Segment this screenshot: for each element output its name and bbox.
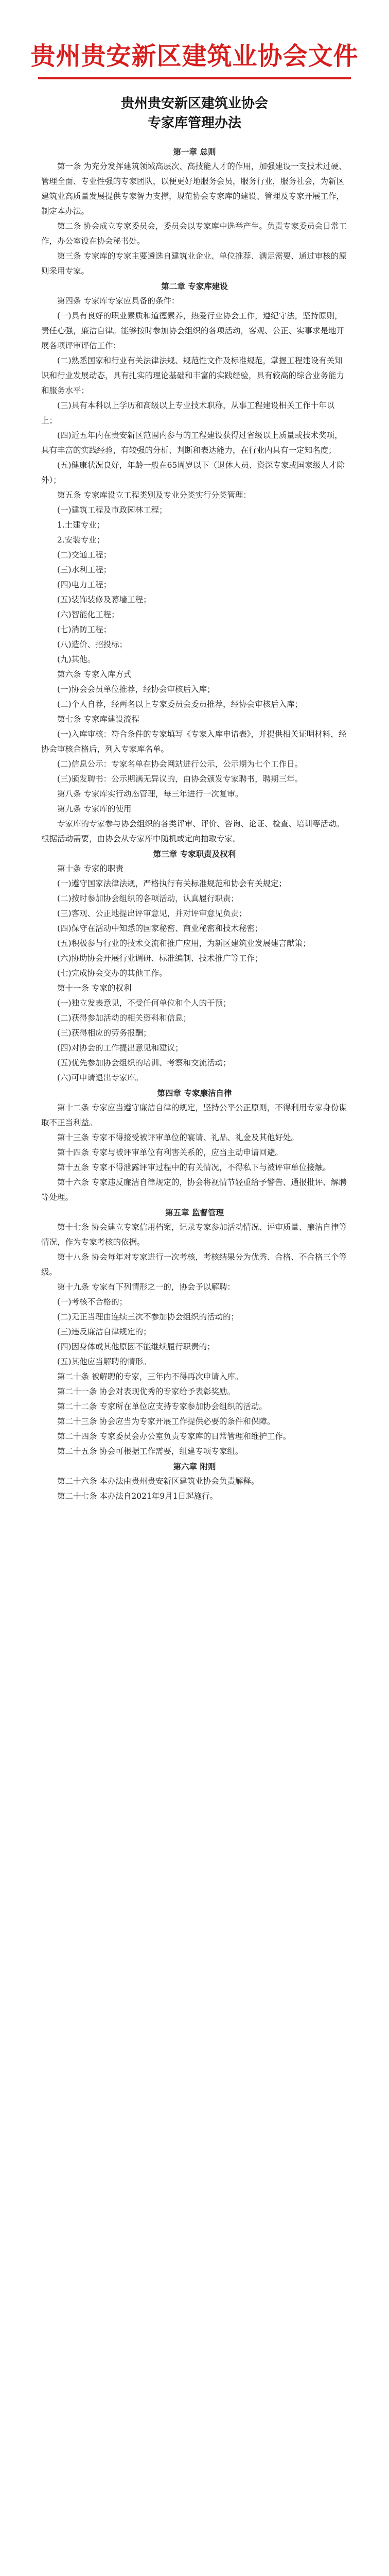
body-paragraph: 第五条 专家库设立工程类别及专业分类实行分类管理： <box>57 490 251 500</box>
body-paragraph: 第六条 专家入库方式 <box>57 670 132 679</box>
body-paragraph: (二)交通工程； <box>57 550 112 560</box>
body-paragraph: (五)其他应当解聘的情形。 <box>57 1357 151 1366</box>
body-paragraph: 第十一条 专家的权利 <box>57 984 132 993</box>
body-paragraph: 第二十一条 协会对表现优秀的专家给予表彰奖励。 <box>57 1387 235 1396</box>
body-paragraph: 第十二条 专家应当遵守廉洁自律的规定，坚持公平公正原则，不得利用专家身份谋取不正当利益。 <box>41 1103 347 1127</box>
body-paragraph: (三)颁发聘书：公示期满无异议的，由协会颁发专家聘书，聘期三年。 <box>57 774 303 784</box>
body-paragraph: (一)入库审核：符合条件的专家填写《专家入库申请表》，并提供相关证明材料，经协会审核合格后，列入专家库名单。 <box>41 730 347 754</box>
body-paragraph: 第二十三条 协会应当为专家开展工作提供必要的条件和保障。 <box>57 1417 275 1426</box>
body-paragraph: (四)因身体或其他原因不能继续履行职责的； <box>57 1342 215 1351</box>
body-paragraph: 第七条 专家库建设流程 <box>57 715 139 724</box>
body-paragraph: (二)个人自荐，经两名以上专家委员会委员推荐，经协会审核后入库； <box>57 700 303 709</box>
body-paragraph: (一)遵守国家法律法规，严格执行有关标准规范和协会有关规定； <box>57 879 287 888</box>
body-paragraph: (二)信息公示：专家名单在协会网站进行公示，公示期为七个工作日。 <box>57 759 303 769</box>
body-paragraph: (四)保守在活动中知悉的国家秘密、商业秘密和技术秘密； <box>57 924 263 933</box>
body-paragraph: 第十四条 专家与被评审单位有利害关系的，应当主动申请回避。 <box>57 1148 283 1157</box>
body-paragraph: 2.安装专业； <box>57 535 105 545</box>
body-paragraph: (一)协会会员单位推荐，经协会审核后入库； <box>57 685 215 694</box>
body-paragraph: (一)具有良好的职业素质和道德素养，热爱行业协会工作，遵纪守法，坚持原则，责任心强，廉洁自律。能够按时参加协会组织的各项活动，客观、公正、实事求是地开展各项评审评估工作； <box>41 311 345 350</box>
body-paragraph: 第二十四条 专家委员会办公室负责专家库的日常管理和维护工作。 <box>57 1432 291 1441</box>
body-paragraph: 第十六条 专家违反廉洁自律规定的，协会将视情节轻重给予警告、通报批评、解聘等处理。 <box>41 1178 347 1202</box>
body-paragraph: 第二十五条 协会可根据工作需要，组建专项专家组。 <box>57 1447 243 1456</box>
body-paragraph: 第二十七条 本办法自2021年9月1日起施行。 <box>57 1492 218 1501</box>
body-paragraph: (四)近五年内在贵安新区范围内参与的工程建设获得过省级以上质量或技术奖项，具有丰富的实践经验，有较强的分析、判断和表达能力，在行业内具有一定知名度； <box>41 431 343 455</box>
body-paragraph: 第十八条 协会每年对专家进行一次考核，考核结果分为优秀、合格、不合格三个等级。 <box>41 1252 347 1277</box>
body-paragraph: 第二十条 被解聘的专家，三年内不得再次申请入库。 <box>57 1372 243 1381</box>
body-paragraph: (六)协助协会开展行业调研、标准编制、技术推广等工作； <box>57 954 263 963</box>
body-paragraph: 第十条 专家的职责 <box>57 864 123 873</box>
body-paragraph: (二)获得参加活动的相关资料和信息； <box>57 1013 191 1023</box>
body-paragraph: (一)建筑工程及市政园林工程； <box>57 505 167 515</box>
chapter-heading: 第四章 专家廉洁自律 <box>157 1088 232 1098</box>
body-paragraph: (六)可申请退出专家库。 <box>57 1073 144 1082</box>
body-paragraph: (三)获得相应的劳务报酬； <box>57 1028 151 1038</box>
document-title-line-1: 贵州贵安新区建筑业协会 <box>120 96 268 111</box>
body-paragraph: (三)水利工程； <box>57 565 112 574</box>
body-paragraph: (五)健康状况良好，年龄一般在65周岁以下（退休人员、资深专家或国家级人才除外）； <box>41 461 345 485</box>
body-paragraph: (八)造价、招投标； <box>57 640 128 649</box>
body-paragraph: (二)按时参加协会组织的各项活动，认真履行职责； <box>57 894 239 903</box>
body-paragraph: (四)对协会的工作提出意见和建议； <box>57 1043 183 1053</box>
body-paragraph: (二)熟悉国家和行业有关法律法规、规范性文件及标准规范，掌握工程建设有关知识和行业发展动态，具有扎实的理论基础和丰富的实践经验，具有较高的综合业务能力和服务水平； <box>41 356 345 395</box>
body-paragraph: (五)优先参加协会组织的培训、考察和交流活动； <box>57 1058 231 1067</box>
body-paragraph: 第二条 协会成立专家委员会，委员会以专家库中选举产生。负责专家委员会日常工作，办公室设在协会秘书处。 <box>41 222 347 246</box>
body-paragraph: (三)违反廉洁自律规定的； <box>57 1327 151 1336</box>
body-paragraph: (一)考核不合格的； <box>57 1297 128 1307</box>
body-paragraph: 1.土建专业； <box>57 520 105 530</box>
body-paragraph: 第二十六条 本办法由贵州贵安新区建筑业协会负责解释。 <box>57 1477 259 1486</box>
body-paragraph: (三)具有本科以上学历和高级以上专业技术职称，从事工程建设相关工作十年以上； <box>41 401 335 425</box>
body-paragraph: (五)装饰装修及幕墙工程； <box>57 595 151 604</box>
body-paragraph: 第四条 专家库专家应具备的条件： <box>57 296 180 306</box>
body-paragraph: 第八条 专家库实行动态管理，每三年进行一次复审。 <box>57 789 243 799</box>
chapter-heading: 第三章 专家职责及权利 <box>153 849 236 859</box>
document-header: 贵州贵安新区建筑业协会文件 <box>30 42 359 71</box>
body-paragraph: 第十三条 专家不得接受被评审单位的宴请、礼品、礼金及其他好处。 <box>57 1133 299 1142</box>
document-body <box>41 144 348 1504</box>
body-paragraph: (三)客观、公正地提出评审意见，并对评审意见负责； <box>57 909 247 918</box>
chapter-heading: 第六章 附则 <box>173 1462 216 1471</box>
document-title-line-2: 专家库管理办法 <box>147 115 241 131</box>
body-paragraph: (六)智能化工程； <box>57 610 119 619</box>
chapter-heading: 第二章 专家库建设 <box>161 281 228 291</box>
body-paragraph: (一)独立发表意见，不受任何单位和个人的干预； <box>57 998 231 1008</box>
body-paragraph: 第十九条 专家有下列情形之一的，协会予以解聘： <box>57 1282 235 1292</box>
chapter-heading: 第五章 监督管理 <box>165 1208 224 1217</box>
body-paragraph: 第九条 专家库的使用 <box>57 804 132 814</box>
chapter-heading: 第一章 总则 <box>173 147 216 157</box>
body-paragraph: 第三条 专家库的专家主要遴选自建筑业企业、单位推荐、满足需要、通过审核的原则采用专家。 <box>41 251 347 276</box>
header-divider <box>38 77 351 79</box>
body-paragraph: 第十五条 专家不得泄露评审过程中的有关情况，不得私下与被评审单位接触。 <box>57 1163 331 1172</box>
body-paragraph: (四)电力工程； <box>57 580 112 589</box>
body-paragraph: (二)无正当理由连续三次不参加协会组织的活动的； <box>57 1312 239 1321</box>
body-paragraph: 第十七条 协会建立专家信用档案，记录专家参加活动情况、评审质量、廉洁自律等情况，作为专家考核的依据。 <box>41 1223 347 1247</box>
body-paragraph: (九)其他。 <box>57 655 96 664</box>
body-paragraph: (七)完成协会交办的其他工作。 <box>57 969 167 978</box>
body-paragraph: (五)积极参与行业的技术交流和推广应用，为新区建筑业发展建言献策； <box>57 939 311 948</box>
body-paragraph: (七)消防工程； <box>57 625 112 634</box>
body-paragraph: 专家库的专家参与协会组织的各类评审、评价、咨询、论证、检查、培训等活动。根据活动需要，由协会从专家库中随机或定向抽取专家。 <box>41 819 345 843</box>
body-paragraph: 第一条 为充分发挥建筑领域高层次、高技能人才的作用，加强建设一支技术过硬、管理全面、专业性强的专家团队，以便更好地服务会员，服务行业，服务社会，为新区建筑业高质量发展提供专家智力支撑，规范协会专家库的建设、管理及专家开展工作，制定本办法。 <box>41 162 347 216</box>
body-paragraph: 第二十二条 专家所在单位应支持专家参加协会组织的活动。 <box>57 1402 267 1411</box>
